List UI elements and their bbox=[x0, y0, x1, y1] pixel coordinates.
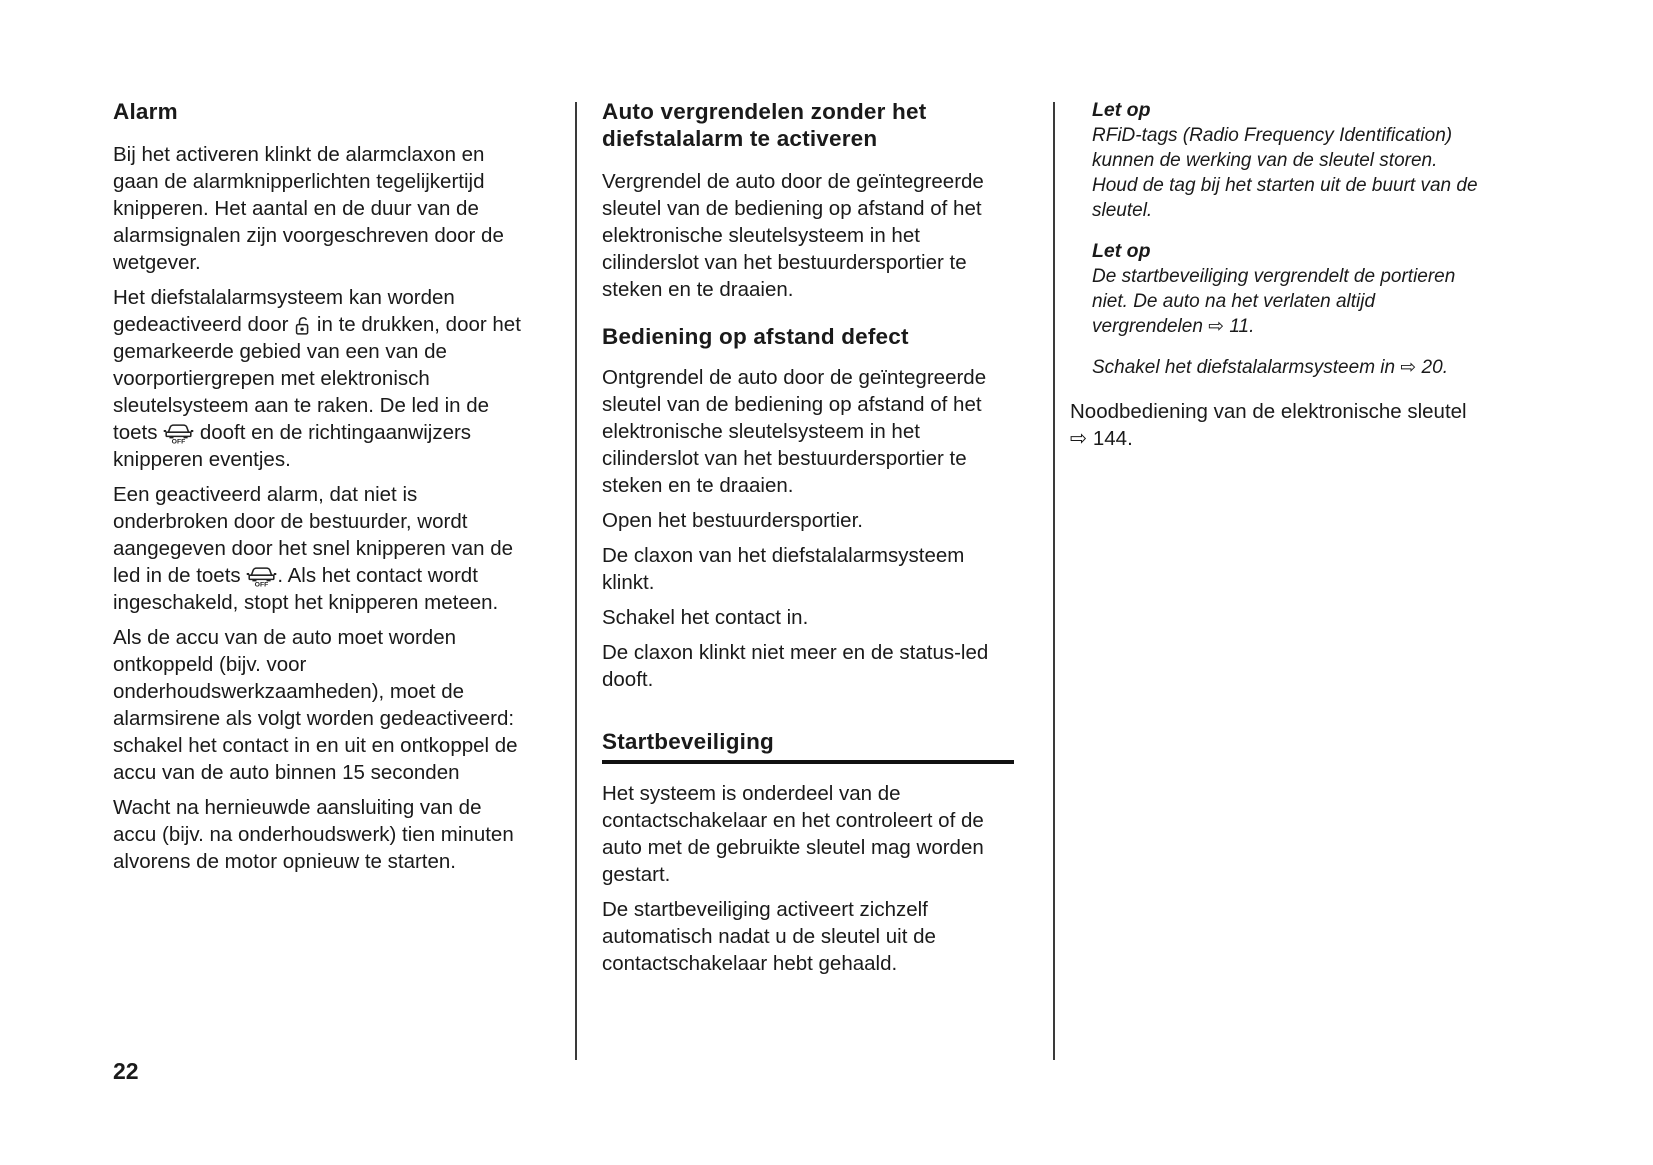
column-notes bbox=[1070, 98, 1482, 452]
note-body: De startbeveiliging vergrendelt de portieren niet. De auto na het verlaten altijd vergrendelen ⇨ 11. bbox=[1092, 266, 1456, 337]
page-number: 22 bbox=[113, 1058, 139, 1084]
cross-reference-emergency-key: Noodbediening van de elektronische sleutel ⇨ 144. bbox=[1070, 400, 1467, 450]
column-alarm bbox=[113, 98, 527, 883]
heading-immobiliser: Startbeveiliging bbox=[602, 729, 1014, 764]
heading-lock-without-alarm: Auto vergrendelen zonder het diefstalalarm te activeren bbox=[602, 99, 927, 151]
paragraph: De claxon van het diefstalalarmsysteem klinkt. bbox=[602, 544, 965, 594]
paragraph: Een geactiveerd alarm, dat niet is onderbroken door de bestuurder, wordt aangegeven door het snel knipperen van de led in de toets OFF . Als het contact wordt ingeschakeld, stopt het knipperen meteen. bbox=[113, 483, 514, 614]
paragraph: Vergrendel de auto door de geïntegreerde sleutel van de bediening op afstand of het elektronische sleutelsysteem in het cilinderslot van het bestuurdersportier te steken en te draaien. bbox=[602, 170, 984, 301]
column-divider-right bbox=[1053, 102, 1055, 1060]
remote-defect-paragraphs bbox=[602, 364, 1014, 693]
paragraph: De startbeveiliging activeert zichzelf automatisch nadat u de sleutel uit de contactschakelaar hebt gehaald. bbox=[602, 898, 936, 975]
column-locking bbox=[602, 98, 1014, 985]
cross-reference-alarm-on: Schakel het diefstalalarmsysteem in ⇨ 20. bbox=[1092, 357, 1448, 378]
paragraph: Het systeem is onderdeel van de contactschakelaar en het controleert of de auto met de gebruikte sleutel mag worden gestart. bbox=[602, 782, 984, 886]
paragraph: Het diefstalalarmsysteem kan worden gedeactiveerd door in te drukken, door het gemarkeerde gebied van een van de voorportiergrepen met elektronisch sleutelsysteem aan te raken. De led in de toets OFF dooft en de richtingaanwijzers knipperen eventjes. bbox=[113, 286, 521, 471]
paragraph: Bij het activeren klinkt de alarmclaxon en gaan de alarmknipperlichten tegelijkertijd knipperen. Het aantal en de duur van de alarmsignalen zijn voorgeschreven door de wetgever. bbox=[113, 143, 504, 274]
note-rfid bbox=[1070, 98, 1482, 223]
svg-text:OFF: OFF bbox=[171, 438, 186, 444]
car-alarm-off-icon bbox=[246, 562, 277, 589]
car-alarm-off-icon bbox=[163, 419, 194, 446]
paragraph: Ontgrendel de auto door de geïntegreerde sleutel van de bediening op afstand of het elektronische sleutelsysteem in het cilinderslot van het bestuurdersportier te steken en te draaien. bbox=[602, 366, 987, 497]
paragraph: Wacht na hernieuwde aansluiting van de accu (bijv. na onderhoudswerk) tien minuten alvorens de motor opnieuw te starten. bbox=[113, 796, 514, 873]
note-title: Let op bbox=[1092, 240, 1151, 262]
note-body: RFiD-tags (Radio Frequency Identification) kunnen de werking van de sleutel storen. Houd de tag bij het starten uit de buurt van de sleutel. bbox=[1092, 125, 1478, 221]
immobiliser-paragraphs bbox=[602, 780, 1014, 977]
lock-paragraphs bbox=[602, 168, 1014, 303]
paragraph: Schakel het contact in. bbox=[602, 606, 809, 629]
column-divider-left bbox=[575, 102, 577, 1060]
alarm-paragraphs bbox=[113, 141, 527, 875]
note-title: Let op bbox=[1092, 99, 1151, 121]
note-immobiliser-doors bbox=[1070, 239, 1482, 339]
heading-alarm: Alarm bbox=[113, 99, 178, 124]
heading-remote-defect: Bediening op afstand defect bbox=[602, 324, 909, 349]
paragraph: Als de accu van de auto moet worden ontkoppeld (bijv. voor onderhoudswerkzaamheden), moet de alarmsirene als volgt worden gedeactiveerd: schakel het contact in en uit en ontkoppel de accu van de auto binnen 15 seconden bbox=[113, 626, 518, 784]
svg-text:OFF: OFF bbox=[255, 581, 269, 587]
unlock-icon bbox=[294, 311, 311, 338]
paragraph: Open het bestuurdersportier. bbox=[602, 509, 863, 532]
paragraph: De claxon klinkt niet meer en de status-led dooft. bbox=[602, 641, 989, 691]
